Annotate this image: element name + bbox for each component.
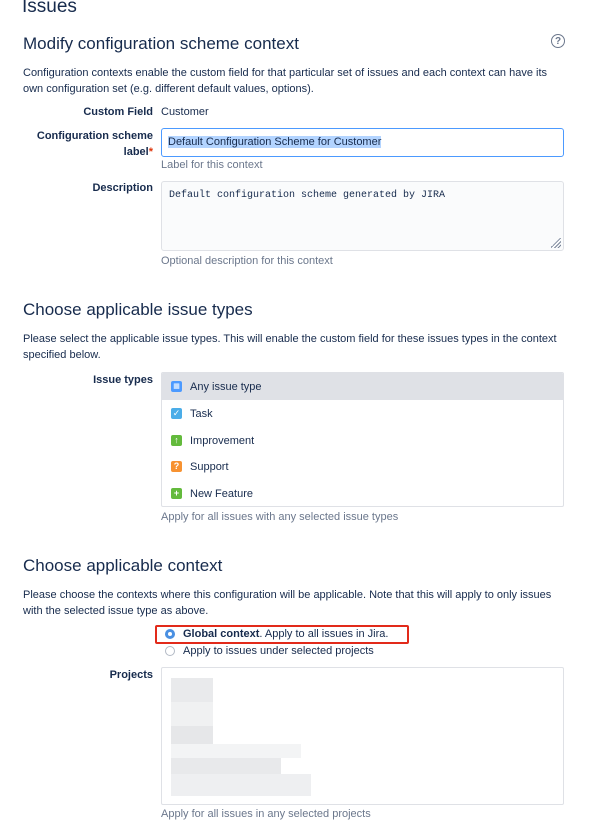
- scheme-label-label: [13, 128, 153, 160]
- question-circle-icon[interactable]: ?: [551, 34, 565, 48]
- applicable-context-intro: Please choose the contexts where this configuration will be applicable. Note that this will apply to only issues with the selected issue type as above.: [23, 589, 552, 617]
- redacted-project-block: [171, 774, 311, 796]
- radio-selected-icon[interactable]: [165, 629, 175, 639]
- resize-handle-icon[interactable]: [551, 238, 561, 248]
- radio-global-context[interactable]: [165, 627, 388, 641]
- scheme-label-input[interactable]: [161, 128, 564, 157]
- issue-type-option-improvement[interactable]: [162, 427, 563, 454]
- projects-hint: Apply for all issues in any selected projects: [161, 808, 371, 820]
- description-hint: Optional description for this context: [161, 255, 333, 267]
- issue-types-intro: Please select the applicable issue types. This will enable the custom field for these issues types in the context specified below.: [23, 333, 557, 361]
- custom-field-label: Custom Field: [83, 106, 153, 118]
- redacted-project-block: [171, 726, 213, 744]
- custom-field-value: Customer: [161, 106, 209, 118]
- scheme-label-input-value: Default Configuration Scheme for Customer: [168, 136, 382, 148]
- issue-type-option-support[interactable]: [162, 453, 563, 480]
- issue-type-label: New Feature: [190, 487, 253, 500]
- description-value: Default configuration scheme generated by JIRA: [169, 190, 446, 201]
- issue-type-label: Task: [190, 407, 213, 420]
- checkbox-task-icon: ✓: [172, 408, 181, 418]
- radio-global-label: [183, 628, 388, 640]
- description-label: Description: [92, 182, 153, 194]
- arrow-up-icon: ↑: [171, 435, 182, 446]
- section-heading-applicable-context: Choose applicable context: [23, 556, 223, 575]
- radio-global-bold: Global context: [183, 628, 260, 640]
- issue-type-label: Support: [190, 460, 229, 473]
- required-mark: *: [148, 146, 153, 158]
- issue-type-option-task[interactable]: [162, 400, 563, 427]
- radio-unselected-icon[interactable]: [165, 646, 175, 656]
- projects-select[interactable]: [161, 667, 564, 805]
- issue-type-option-new-feature[interactable]: [162, 480, 563, 507]
- section-heading-issue-types: Choose applicable issue types: [23, 300, 253, 319]
- scheme-label-text: Configuration scheme label: [36, 130, 153, 158]
- issue-types-select[interactable]: [161, 372, 564, 507]
- all-issues-icon: ▦: [171, 381, 182, 392]
- issue-type-label: Any issue type: [190, 380, 262, 393]
- section-heading-context: Modify configuration scheme context: [23, 34, 299, 53]
- radio-global-rest: . Apply to all issues in Jira.: [259, 628, 389, 640]
- description-textarea[interactable]: [161, 181, 564, 251]
- question-mark-icon: ?: [171, 461, 182, 472]
- radio-selected-projects[interactable]: [165, 644, 374, 658]
- redacted-project-block: [171, 702, 213, 726]
- page-title: Issues: [22, 0, 77, 17]
- context-intro: Configuration contexts enable the custom field for that particular set of issues and each context can have its own configuration set (e.g. different default values, options).: [23, 67, 548, 95]
- issue-types-hint: Apply for all issues with any selected issue types: [161, 511, 399, 523]
- projects-label: Projects: [109, 669, 153, 681]
- issue-types-label: Issue types: [93, 374, 153, 386]
- issue-type-label: Improvement: [190, 434, 255, 447]
- scheme-label-hint: Label for this context: [161, 159, 263, 171]
- redacted-project-block: [171, 744, 301, 758]
- radio-projects-label: Apply to issues under selected projects: [183, 645, 374, 657]
- issue-type-option-any[interactable]: [162, 373, 563, 400]
- plus-icon: +: [171, 488, 182, 499]
- redacted-project-block: [171, 678, 213, 702]
- redacted-project-block: [171, 758, 281, 774]
